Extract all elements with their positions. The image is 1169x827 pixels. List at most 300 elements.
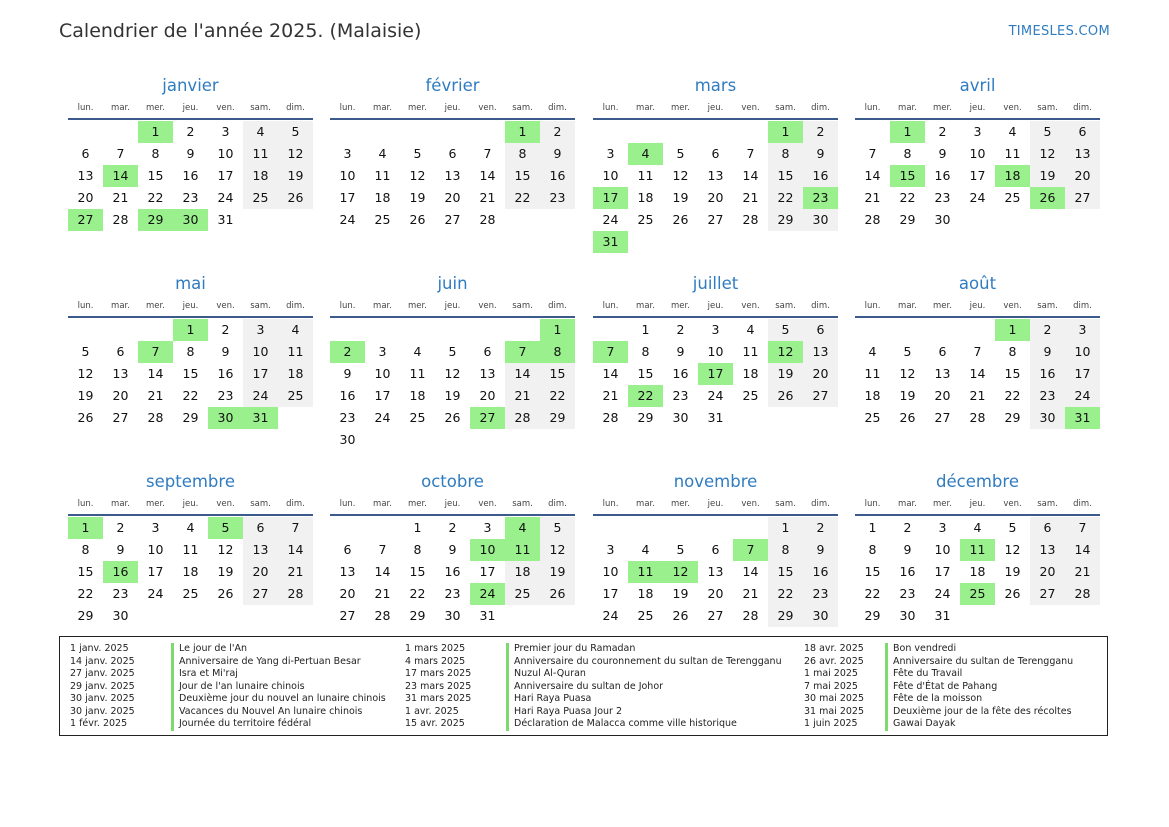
day-cell[interactable]: 29 <box>768 209 803 231</box>
day-cell[interactable]: 5 <box>768 319 803 341</box>
day-cell[interactable]: 3 <box>606 146 615 161</box>
day-cell[interactable]: 29 <box>899 212 916 227</box>
day-cell[interactable]: 8 <box>413 542 422 557</box>
day-cell[interactable]: 8 <box>903 146 912 161</box>
day-cell[interactable]: 23 <box>899 586 916 601</box>
day-cell[interactable]: 4 <box>746 322 755 337</box>
day-cell[interactable]: 29 <box>182 410 199 425</box>
day-cell[interactable]: 22 <box>182 388 199 403</box>
day-cell[interactable]: 19 <box>672 586 689 601</box>
day-cell[interactable]: 5 <box>540 517 575 539</box>
day-cell[interactable]: 24 <box>243 385 278 407</box>
day-cell[interactable]: 27 <box>339 608 356 623</box>
holiday-day-cell[interactable]: 24 <box>470 583 505 605</box>
day-cell[interactable]: 7 <box>868 146 877 161</box>
day-cell[interactable]: 1 <box>413 520 422 535</box>
day-cell[interactable]: 22 <box>899 190 916 205</box>
day-cell[interactable]: 19 <box>540 561 575 583</box>
holiday-day-cell[interactable]: 17 <box>593 187 628 209</box>
day-cell[interactable]: 6 <box>448 146 457 161</box>
day-cell[interactable]: 23 <box>112 586 129 601</box>
day-cell[interactable]: 19 <box>1030 165 1065 187</box>
day-cell[interactable]: 9 <box>186 146 195 161</box>
day-cell[interactable]: 16 <box>339 388 356 403</box>
day-cell[interactable]: 21 <box>864 190 881 205</box>
holiday-day-cell[interactable]: 5 <box>208 517 243 539</box>
day-cell[interactable]: 19 <box>409 190 426 205</box>
day-cell[interactable]: 19 <box>1004 564 1021 579</box>
day-cell[interactable]: 25 <box>742 388 759 403</box>
day-cell[interactable]: 19 <box>768 363 803 385</box>
day-cell[interactable]: 15 <box>147 168 164 183</box>
day-cell[interactable]: 3 <box>151 520 160 535</box>
day-cell[interactable]: 6 <box>938 344 947 359</box>
day-cell[interactable]: 5 <box>448 344 457 359</box>
day-cell[interactable]: 16 <box>217 366 234 381</box>
day-cell[interactable]: 17 <box>339 190 356 205</box>
day-cell[interactable]: 5 <box>278 121 313 143</box>
day-cell[interactable]: 2 <box>803 121 838 143</box>
day-cell[interactable]: 21 <box>112 190 129 205</box>
day-cell[interactable]: 4 <box>378 146 387 161</box>
day-cell[interactable]: 23 <box>540 187 575 209</box>
holiday-day-cell[interactable]: 30 <box>173 209 208 231</box>
day-cell[interactable]: 2 <box>186 124 195 139</box>
holiday-day-cell[interactable]: 4 <box>505 517 540 539</box>
day-cell[interactable]: 7 <box>1065 517 1100 539</box>
day-cell[interactable]: 26 <box>77 410 94 425</box>
day-cell[interactable]: 20 <box>479 388 496 403</box>
day-cell[interactable]: 28 <box>505 407 540 429</box>
day-cell[interactable]: 9 <box>116 542 125 557</box>
day-cell[interactable]: 4 <box>641 542 650 557</box>
day-cell[interactable]: 16 <box>1030 363 1065 385</box>
day-cell[interactable]: 15 <box>637 366 654 381</box>
holiday-day-cell[interactable]: 18 <box>995 165 1030 187</box>
day-cell[interactable]: 27 <box>707 608 724 623</box>
day-cell[interactable]: 11 <box>742 344 759 359</box>
holiday-day-cell[interactable]: 1 <box>173 319 208 341</box>
day-cell[interactable]: 25 <box>409 410 426 425</box>
day-cell[interactable]: 15 <box>768 165 803 187</box>
day-cell[interactable]: 11 <box>637 168 654 183</box>
day-cell[interactable]: 15 <box>864 564 881 579</box>
day-cell[interactable]: 8 <box>868 542 877 557</box>
day-cell[interactable]: 4 <box>1008 124 1017 139</box>
holiday-day-cell[interactable]: 1 <box>68 517 103 539</box>
day-cell[interactable]: 8 <box>1008 344 1017 359</box>
holiday-day-cell[interactable]: 23 <box>803 187 838 209</box>
day-cell[interactable]: 20 <box>803 363 838 385</box>
day-cell[interactable]: 3 <box>1065 319 1100 341</box>
holiday-day-cell[interactable]: 1 <box>995 319 1030 341</box>
holiday-day-cell[interactable]: 27 <box>68 209 103 231</box>
day-cell[interactable]: 5 <box>676 542 685 557</box>
day-cell[interactable]: 27 <box>112 410 129 425</box>
day-cell[interactable]: 21 <box>742 586 759 601</box>
holiday-day-cell[interactable]: 15 <box>890 165 925 187</box>
day-cell[interactable]: 26 <box>672 608 689 623</box>
day-cell[interactable]: 22 <box>540 385 575 407</box>
day-cell[interactable]: 11 <box>374 168 391 183</box>
day-cell[interactable]: 10 <box>374 366 391 381</box>
day-cell[interactable]: 7 <box>746 146 755 161</box>
day-cell[interactable]: 16 <box>899 564 916 579</box>
day-cell[interactable]: 21 <box>479 190 496 205</box>
day-cell[interactable]: 26 <box>768 385 803 407</box>
day-cell[interactable]: 2 <box>221 322 230 337</box>
day-cell[interactable]: 26 <box>444 410 461 425</box>
day-cell[interactable]: 21 <box>1065 561 1100 583</box>
day-cell[interactable]: 15 <box>409 564 426 579</box>
day-cell[interactable]: 14 <box>147 366 164 381</box>
holiday-day-cell[interactable]: 7 <box>733 539 768 561</box>
day-cell[interactable]: 22 <box>1004 388 1021 403</box>
day-cell[interactable]: 15 <box>77 564 94 579</box>
day-cell[interactable]: 26 <box>540 583 575 605</box>
day-cell[interactable]: 1 <box>641 322 650 337</box>
day-cell[interactable]: 23 <box>934 190 951 205</box>
day-cell[interactable]: 16 <box>182 168 199 183</box>
day-cell[interactable]: 13 <box>1030 539 1065 561</box>
day-cell[interactable]: 20 <box>934 388 951 403</box>
holiday-day-cell[interactable]: 27 <box>470 407 505 429</box>
day-cell[interactable]: 31 <box>934 608 951 623</box>
day-cell[interactable]: 1 <box>768 517 803 539</box>
day-cell[interactable]: 13 <box>479 366 496 381</box>
day-cell[interactable]: 20 <box>707 586 724 601</box>
day-cell[interactable]: 9 <box>676 344 685 359</box>
day-cell[interactable]: 4 <box>278 319 313 341</box>
day-cell[interactable]: 23 <box>1030 385 1065 407</box>
day-cell[interactable]: 23 <box>444 586 461 601</box>
day-cell[interactable]: 14 <box>742 564 759 579</box>
day-cell[interactable]: 12 <box>217 542 234 557</box>
day-cell[interactable]: 26 <box>672 212 689 227</box>
day-cell[interactable]: 28 <box>374 608 391 623</box>
day-cell[interactable]: 6 <box>483 344 492 359</box>
day-cell[interactable]: 28 <box>479 212 496 227</box>
day-cell[interactable]: 29 <box>1004 410 1021 425</box>
holiday-day-cell[interactable]: 14 <box>103 165 138 187</box>
day-cell[interactable]: 8 <box>151 146 160 161</box>
day-cell[interactable]: 7 <box>483 146 492 161</box>
day-cell[interactable]: 28 <box>112 212 129 227</box>
day-cell[interactable]: 29 <box>540 407 575 429</box>
day-cell[interactable]: 17 <box>243 363 278 385</box>
holiday-day-cell[interactable]: 7 <box>505 341 540 363</box>
day-cell[interactable]: 7 <box>116 146 125 161</box>
holiday-day-cell[interactable]: 1 <box>138 121 173 143</box>
day-cell[interactable]: 9 <box>938 146 947 161</box>
day-cell[interactable]: 30 <box>672 410 689 425</box>
day-cell[interactable]: 24 <box>934 586 951 601</box>
holiday-day-cell[interactable]: 11 <box>960 539 995 561</box>
day-cell[interactable]: 24 <box>602 608 619 623</box>
day-cell[interactable]: 3 <box>973 124 982 139</box>
day-cell[interactable]: 13 <box>339 564 356 579</box>
day-cell[interactable]: 22 <box>409 586 426 601</box>
day-cell[interactable]: 2 <box>903 520 912 535</box>
day-cell[interactable]: 31 <box>479 608 496 623</box>
holiday-day-cell[interactable]: 11 <box>628 561 663 583</box>
day-cell[interactable]: 21 <box>969 388 986 403</box>
day-cell[interactable]: 23 <box>182 190 199 205</box>
day-cell[interactable]: 11 <box>864 366 881 381</box>
holiday-day-cell[interactable]: 12 <box>663 561 698 583</box>
day-cell[interactable]: 4 <box>973 520 982 535</box>
day-cell[interactable]: 3 <box>606 542 615 557</box>
day-cell[interactable]: 2 <box>448 520 457 535</box>
day-cell[interactable]: 3 <box>378 344 387 359</box>
holiday-day-cell[interactable]: 17 <box>698 363 733 385</box>
day-cell[interactable]: 17 <box>934 564 951 579</box>
day-cell[interactable]: 12 <box>1004 542 1021 557</box>
day-cell[interactable]: 8 <box>768 539 803 561</box>
day-cell[interactable]: 5 <box>676 146 685 161</box>
holiday-day-cell[interactable]: 2 <box>330 341 365 363</box>
day-cell[interactable]: 2 <box>803 517 838 539</box>
day-cell[interactable]: 18 <box>278 363 313 385</box>
day-cell[interactable]: 15 <box>182 366 199 381</box>
holiday-day-cell[interactable]: 1 <box>540 319 575 341</box>
day-cell[interactable]: 30 <box>899 608 916 623</box>
day-cell[interactable]: 30 <box>1030 407 1065 429</box>
day-cell[interactable]: 25 <box>278 385 313 407</box>
day-cell[interactable]: 17 <box>1065 363 1100 385</box>
day-cell[interactable]: 26 <box>899 410 916 425</box>
day-cell[interactable]: 25 <box>374 212 391 227</box>
holiday-day-cell[interactable]: 10 <box>470 539 505 561</box>
day-cell[interactable]: 19 <box>278 165 313 187</box>
day-cell[interactable]: 6 <box>343 542 352 557</box>
day-cell[interactable]: 21 <box>505 385 540 407</box>
day-cell[interactable]: 30 <box>112 608 129 623</box>
day-cell[interactable]: 10 <box>969 146 986 161</box>
day-cell[interactable]: 26 <box>217 586 234 601</box>
day-cell[interactable]: 15 <box>1004 366 1021 381</box>
day-cell[interactable]: 12 <box>672 168 689 183</box>
day-cell[interactable]: 28 <box>742 608 759 623</box>
day-cell[interactable]: 3 <box>483 520 492 535</box>
day-cell[interactable]: 9 <box>903 542 912 557</box>
day-cell[interactable]: 28 <box>602 410 619 425</box>
day-cell[interactable]: 19 <box>672 190 689 205</box>
day-cell[interactable]: 30 <box>339 432 356 447</box>
day-cell[interactable]: 5 <box>903 344 912 359</box>
day-cell[interactable]: 18 <box>243 165 278 187</box>
day-cell[interactable]: 24 <box>1065 385 1100 407</box>
day-cell[interactable]: 11 <box>278 341 313 363</box>
day-cell[interactable]: 26 <box>278 187 313 209</box>
day-cell[interactable]: 18 <box>637 190 654 205</box>
day-cell[interactable]: 17 <box>479 564 496 579</box>
day-cell[interactable]: 10 <box>243 341 278 363</box>
day-cell[interactable]: 30 <box>803 209 838 231</box>
day-cell[interactable]: 30 <box>444 608 461 623</box>
day-cell[interactable]: 3 <box>343 146 352 161</box>
day-cell[interactable]: 24 <box>374 410 391 425</box>
day-cell[interactable]: 14 <box>1065 539 1100 561</box>
day-cell[interactable]: 22 <box>768 583 803 605</box>
day-cell[interactable]: 9 <box>448 542 457 557</box>
day-cell[interactable]: 20 <box>77 190 94 205</box>
day-cell[interactable]: 21 <box>742 190 759 205</box>
day-cell[interactable]: 28 <box>864 212 881 227</box>
day-cell[interactable]: 30 <box>803 605 838 627</box>
day-cell[interactable]: 20 <box>1030 561 1065 583</box>
day-cell[interactable]: 16 <box>672 366 689 381</box>
holiday-day-cell[interactable]: 31 <box>593 231 628 253</box>
day-cell[interactable]: 13 <box>707 168 724 183</box>
day-cell[interactable]: 8 <box>186 344 195 359</box>
day-cell[interactable]: 3 <box>221 124 230 139</box>
day-cell[interactable]: 28 <box>1065 583 1100 605</box>
day-cell[interactable]: 22 <box>864 586 881 601</box>
day-cell[interactable]: 27 <box>1030 583 1065 605</box>
day-cell[interactable]: 27 <box>707 212 724 227</box>
day-cell[interactable]: 19 <box>77 388 94 403</box>
holiday-day-cell[interactable]: 1 <box>890 121 925 143</box>
day-cell[interactable]: 14 <box>969 366 986 381</box>
day-cell[interactable]: 2 <box>938 124 947 139</box>
site-link[interactable]: TIMESLES.COM <box>1008 24 1110 39</box>
day-cell[interactable]: 24 <box>969 190 986 205</box>
day-cell[interactable]: 30 <box>934 212 951 227</box>
day-cell[interactable]: 25 <box>182 586 199 601</box>
day-cell[interactable]: 24 <box>707 388 724 403</box>
day-cell[interactable]: 24 <box>602 212 619 227</box>
day-cell[interactable]: 12 <box>1030 143 1065 165</box>
day-cell[interactable]: 13 <box>707 564 724 579</box>
day-cell[interactable]: 20 <box>112 388 129 403</box>
day-cell[interactable]: 16 <box>444 564 461 579</box>
day-cell[interactable]: 20 <box>243 561 278 583</box>
holiday-day-cell[interactable]: 22 <box>628 385 663 407</box>
day-cell[interactable]: 12 <box>444 366 461 381</box>
day-cell[interactable]: 9 <box>1030 341 1065 363</box>
day-cell[interactable]: 2 <box>676 322 685 337</box>
day-cell[interactable]: 13 <box>112 366 129 381</box>
day-cell[interactable]: 20 <box>1065 165 1100 187</box>
day-cell[interactable]: 1 <box>868 520 877 535</box>
holiday-day-cell[interactable]: 1 <box>768 121 803 143</box>
day-cell[interactable]: 11 <box>1004 146 1021 161</box>
day-cell[interactable]: 16 <box>803 165 838 187</box>
day-cell[interactable]: 12 <box>77 366 94 381</box>
day-cell[interactable]: 5 <box>413 146 422 161</box>
day-cell[interactable]: 10 <box>934 542 951 557</box>
day-cell[interactable]: 31 <box>707 410 724 425</box>
day-cell[interactable]: 13 <box>1065 143 1100 165</box>
day-cell[interactable]: 17 <box>374 388 391 403</box>
holiday-day-cell[interactable]: 1 <box>505 121 540 143</box>
day-cell[interactable]: 18 <box>409 388 426 403</box>
day-cell[interactable]: 10 <box>147 542 164 557</box>
day-cell[interactable]: 16 <box>934 168 951 183</box>
day-cell[interactable]: 18 <box>969 564 986 579</box>
day-cell[interactable]: 19 <box>444 388 461 403</box>
day-cell[interactable]: 3 <box>938 520 947 535</box>
day-cell[interactable]: 9 <box>540 143 575 165</box>
day-cell[interactable]: 27 <box>444 212 461 227</box>
day-cell[interactable]: 8 <box>81 542 90 557</box>
day-cell[interactable]: 5 <box>1030 121 1065 143</box>
day-cell[interactable]: 21 <box>602 388 619 403</box>
day-cell[interactable]: 13 <box>243 539 278 561</box>
day-cell[interactable]: 23 <box>217 388 234 403</box>
day-cell[interactable]: 10 <box>602 168 619 183</box>
day-cell[interactable]: 16 <box>540 165 575 187</box>
day-cell[interactable]: 13 <box>444 168 461 183</box>
day-cell[interactable]: 15 <box>768 561 803 583</box>
day-cell[interactable]: 10 <box>339 168 356 183</box>
day-cell[interactable]: 25 <box>637 212 654 227</box>
day-cell[interactable]: 15 <box>540 363 575 385</box>
day-cell[interactable]: 21 <box>147 388 164 403</box>
day-cell[interactable]: 28 <box>147 410 164 425</box>
day-cell[interactable]: 28 <box>969 410 986 425</box>
day-cell[interactable]: 17 <box>147 564 164 579</box>
day-cell[interactable]: 23 <box>672 388 689 403</box>
day-cell[interactable]: 4 <box>868 344 877 359</box>
day-cell[interactable]: 6 <box>803 319 838 341</box>
day-cell[interactable]: 28 <box>278 583 313 605</box>
day-cell[interactable]: 2 <box>1030 319 1065 341</box>
day-cell[interactable]: 22 <box>77 586 94 601</box>
day-cell[interactable]: 4 <box>243 121 278 143</box>
day-cell[interactable]: 20 <box>339 586 356 601</box>
day-cell[interactable]: 27 <box>803 385 838 407</box>
holiday-day-cell[interactable]: 4 <box>628 143 663 165</box>
day-cell[interactable]: 8 <box>768 143 803 165</box>
day-cell[interactable]: 18 <box>742 366 759 381</box>
day-cell[interactable]: 10 <box>602 564 619 579</box>
day-cell[interactable]: 9 <box>343 366 352 381</box>
day-cell[interactable]: 10 <box>707 344 724 359</box>
day-cell[interactable]: 13 <box>934 366 951 381</box>
day-cell[interactable]: 14 <box>864 168 881 183</box>
day-cell[interactable]: 13 <box>77 168 94 183</box>
day-cell[interactable]: 22 <box>505 187 540 209</box>
day-cell[interactable]: 3 <box>243 319 278 341</box>
day-cell[interactable]: 6 <box>81 146 90 161</box>
day-cell[interactable]: 6 <box>243 517 278 539</box>
day-cell[interactable]: 25 <box>243 187 278 209</box>
day-cell[interactable]: 12 <box>409 168 426 183</box>
day-cell[interactable]: 25 <box>505 583 540 605</box>
day-cell[interactable]: 6 <box>116 344 125 359</box>
day-cell[interactable]: 25 <box>637 608 654 623</box>
day-cell[interactable]: 8 <box>505 143 540 165</box>
day-cell[interactable]: 24 <box>217 190 234 205</box>
day-cell[interactable]: 18 <box>374 190 391 205</box>
day-cell[interactable]: 24 <box>339 212 356 227</box>
holiday-day-cell[interactable]: 31 <box>1065 407 1100 429</box>
day-cell[interactable]: 17 <box>217 168 234 183</box>
day-cell[interactable]: 5 <box>1008 520 1017 535</box>
day-cell[interactable]: 18 <box>637 586 654 601</box>
day-cell[interactable]: 6 <box>711 146 720 161</box>
holiday-day-cell[interactable]: 25 <box>960 583 995 605</box>
day-cell[interactable]: 21 <box>278 561 313 583</box>
day-cell[interactable]: 15 <box>505 165 540 187</box>
holiday-day-cell[interactable]: 29 <box>138 209 173 231</box>
day-cell[interactable]: 14 <box>479 168 496 183</box>
day-cell[interactable]: 14 <box>374 564 391 579</box>
day-cell[interactable]: 12 <box>899 366 916 381</box>
day-cell[interactable]: 17 <box>969 168 986 183</box>
